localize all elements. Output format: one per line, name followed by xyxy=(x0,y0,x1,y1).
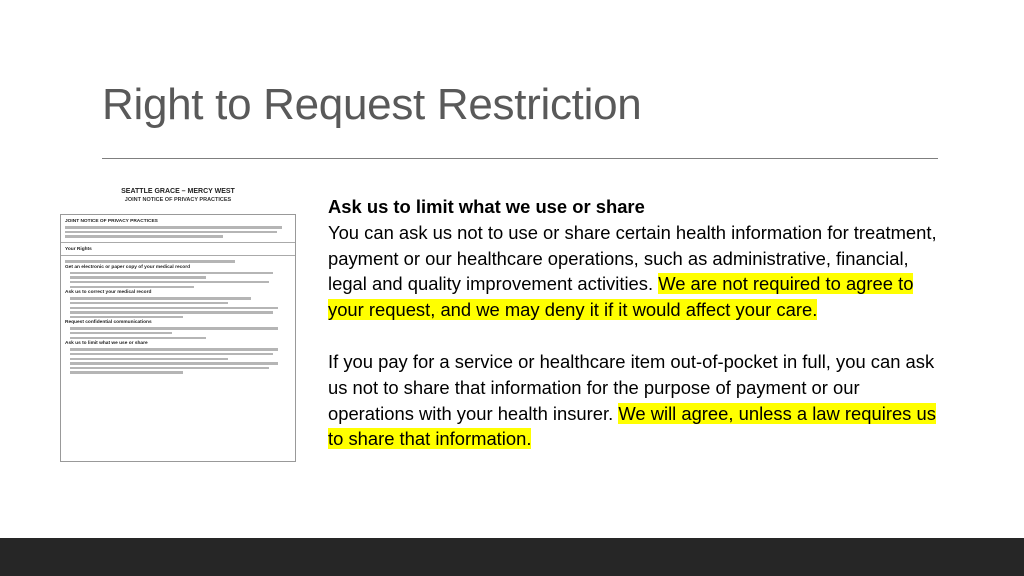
thumbnail-intro-row xyxy=(61,215,295,243)
section-heading: Ask us to limit what we use or share xyxy=(328,196,645,217)
paragraph-2 xyxy=(328,349,940,452)
thumbnail-sub-label: Get an electronic or paper copy of your medical record xyxy=(65,264,191,270)
footer-bar xyxy=(0,538,1024,576)
restriction-text xyxy=(328,194,940,452)
paragraph-2-highlight: We will agree, unless a law requires us to share that information. xyxy=(328,402,936,450)
thumbnail-rights-label: Your Rights xyxy=(65,246,92,252)
paragraph-2-text: If you pay for a service or healthcare item out-of-pocket in full, you can ask us not to share that information for the purpose of payment or our operations with your health insurer. xyxy=(328,350,935,424)
thumbnail-sub-label: Request confidential communications xyxy=(65,320,152,326)
paragraph-1 xyxy=(328,220,940,323)
paragraph-1-text: You can ask us not to use or share certain health information for treatment, payment or our healthcare operations, such as administrative, financial, legal and quality improvement activities. xyxy=(328,221,937,295)
thumbnail-sub-label: Ask us to limit what we use or share xyxy=(65,341,148,347)
title-divider xyxy=(102,158,938,159)
thumbnail-details xyxy=(61,256,295,378)
thumbnail-hospital-name: SEATTLE GRACE – MERCY WEST xyxy=(121,188,235,195)
thumbnail-subtitle: JOINT NOTICE OF PRIVACY PRACTICES xyxy=(124,197,232,203)
thumbnail-frame xyxy=(60,214,296,462)
thumbnail-sub-label: Ask us to correct your medical record xyxy=(65,290,152,296)
slide-title: Right to Request Restriction xyxy=(102,80,642,129)
thumbnail-rights-row xyxy=(61,243,295,256)
paragraph-1-highlight: We are not required to agree to your request, and we may deny it if it would affect your care. xyxy=(328,273,914,321)
thumbnail-section-label: JOINT NOTICE OF PRIVACY PRACTICES xyxy=(65,219,158,224)
privacy-notice-thumbnail xyxy=(60,186,296,463)
